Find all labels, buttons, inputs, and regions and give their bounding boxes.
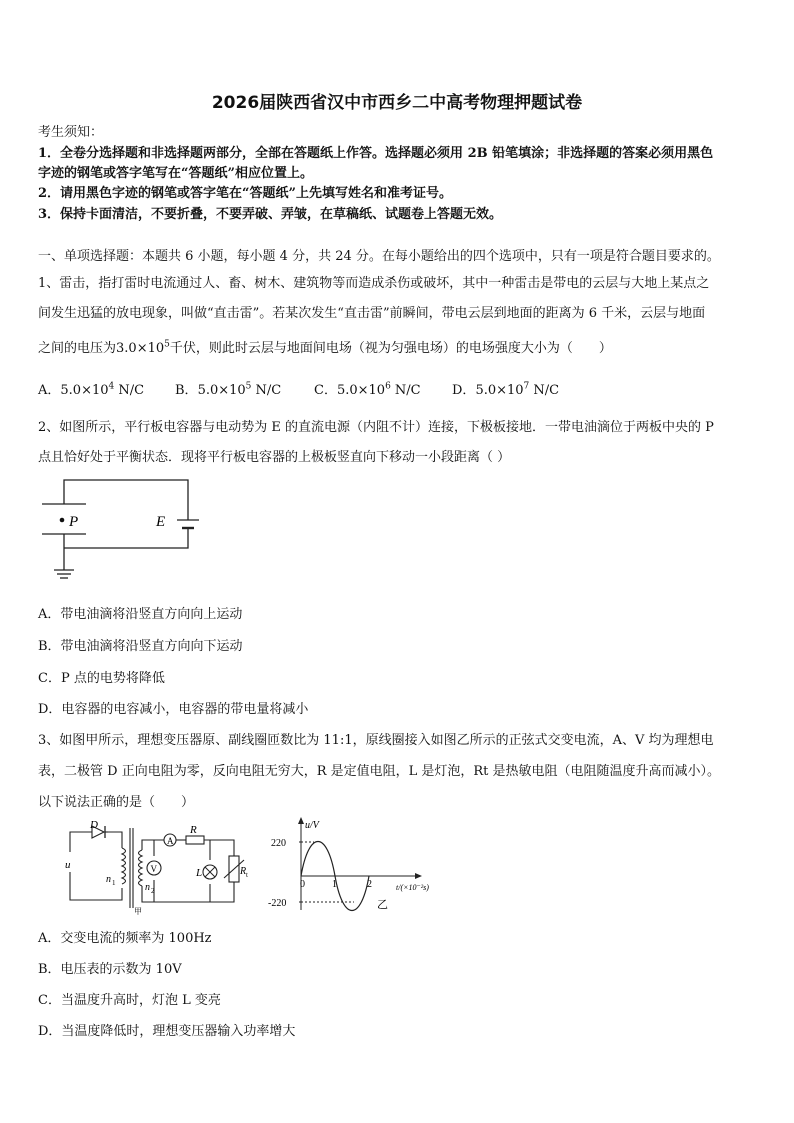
primary-wire-top-left xyxy=(70,832,92,852)
page-title: 2026届陕西省汉中市西乡二中高考物理押题试卷 xyxy=(211,93,583,113)
x-tick-label-2: 2 xyxy=(367,879,372,890)
notice-heading: 考生须知： xyxy=(38,125,104,140)
q1-line3-post: 千伏，则此时云层与地面间电场（视为匀强电场）的电场强度大小为（ ） xyxy=(169,341,612,356)
q1-stem-line-3 xyxy=(38,337,612,356)
x-axis-arrow xyxy=(415,873,422,879)
secondary-wire-top-3 xyxy=(204,840,234,856)
circuit-wire-bottom xyxy=(64,528,188,548)
emf-e-label: E xyxy=(156,514,166,530)
y-tick-label-minus-220: -220 xyxy=(268,898,287,909)
q1-option-a[interactable] xyxy=(38,379,144,398)
option-unit: N/C xyxy=(529,383,560,398)
q3-option-a[interactable]: A．交变电流的频率为 100Hz xyxy=(38,931,212,946)
option-coef: 5.0×10 xyxy=(60,383,109,398)
secondary-wire-bottom xyxy=(142,882,234,902)
oil-drop-dot xyxy=(60,518,65,523)
option-label: B． xyxy=(175,383,198,398)
x-tick-label-1: 1 xyxy=(332,879,337,890)
q2-option-a[interactable]: A．带电油滴将沿竖直方向向上运动 xyxy=(38,607,243,622)
primary-wire-top-right xyxy=(108,832,122,848)
y-axis-arrow xyxy=(298,817,304,824)
q3-option-b[interactable]: B．电压表的示数为 10V xyxy=(38,962,182,977)
q2-stem-line-2: 点且恰好处于平衡状态．现将平行板电容器的上极板竖直向下移动一小段距离（ ） xyxy=(38,450,511,465)
notice-item-3: 3．保持卡面清洁，不要折叠，不要弄破、弄皱，在草稿纸、试题卷上答题无效。 xyxy=(38,207,503,222)
option-exp: 6 xyxy=(385,381,391,392)
circuit-wire-top xyxy=(64,480,188,520)
q1-option-b[interactable] xyxy=(175,379,281,398)
source-u-label: u xyxy=(65,859,71,871)
transformer-circuit-figure xyxy=(60,820,250,916)
option-label: A． xyxy=(38,383,61,398)
option-exp: 5 xyxy=(245,381,252,392)
resistor-r-label: R xyxy=(190,824,197,836)
ammeter-label: A xyxy=(167,836,174,846)
q1-line3-pre: 之间的电压为 xyxy=(38,341,117,356)
n1-label: n xyxy=(106,874,111,885)
option-coef: 5.0×10 xyxy=(336,383,386,398)
option-exp: 4 xyxy=(108,381,115,392)
q1-option-d[interactable] xyxy=(452,379,559,398)
capacitor-circuit-figure xyxy=(36,474,206,586)
q3-stem-line-2: 表，二极管 D 正向电阻为零，反向电阻无穷大，R 是定值电阻，L 是灯泡，Rt 是热敏电阻（电阻随温度升高而减小）。 xyxy=(38,764,721,779)
q2-stem-line-1: 2、如图所示，平行板电容器与电动势为 E 的直流电源（内阻不计）连接，下极板接地．一带电油滴位于两板中央的 P xyxy=(38,420,714,435)
q2-option-c[interactable]: C．P 点的电势将降低 xyxy=(38,671,165,686)
q1-stem-line-2: 间发生迅猛的放电现象，叫做“直击雷”。若某次发生“直击雷”前瞬间，带电云层到地面的距离为 6 千米，云层与地面 xyxy=(38,306,706,321)
notice-item-1-cont: 字迹的钢笔或答字笔写在“答题纸”相应位置上。 xyxy=(38,166,313,181)
option-unit: N/C xyxy=(114,383,145,398)
q3-option-d[interactable]: D．当温度降低时，理想变压器输入功率增大 xyxy=(38,1024,296,1039)
notice-item-2: 2．请用黑色字迹的钢笔或答字笔在“答题纸”上先填写姓名和准考证号。 xyxy=(38,186,453,201)
option-exp: 7 xyxy=(523,381,530,392)
n1-subscript: 1 xyxy=(112,879,116,887)
x-axis-label: t/(×10⁻²s) xyxy=(396,883,429,892)
q1-stem-line-1: 1、雷击，指打雷时电流通过人、畜、树木、建筑物等而造成杀伤或破坏，其中一种雷击是带电的云层与大地上某点之 xyxy=(38,276,710,291)
voltmeter-label: V xyxy=(150,864,157,874)
primary-coil xyxy=(122,848,126,884)
x-tick-label-0: 0 xyxy=(300,879,305,890)
q1-option-c[interactable] xyxy=(314,379,421,398)
point-p-label: P xyxy=(69,514,79,530)
q2-option-d[interactable]: D．电容器的电容减小，电容器的带电量将减小 xyxy=(38,702,309,717)
n2-subscript: 2 xyxy=(151,887,155,895)
section-heading: 一、单项选择题：本题共 6 小题，每小题 4 分，共 24 分。在每小题给出的四个选项中，只有一项是符合题目要求的。 xyxy=(38,249,720,264)
figure-caption-yi: 乙 xyxy=(377,899,388,911)
y-tick-label-220: 220 xyxy=(271,838,286,849)
diode-label: D xyxy=(90,820,98,831)
y-axis-label: u/V xyxy=(305,820,319,831)
q2-option-b[interactable]: B．带电油滴将沿竖直方向向下运动 xyxy=(38,639,243,654)
q1-voltage-exp: 5 xyxy=(164,339,170,350)
q1-voltage-coef: 3.0×10 xyxy=(116,341,165,356)
secondary-coil xyxy=(139,850,143,886)
resistor-r xyxy=(186,836,204,844)
secondary-wire-top-1 xyxy=(142,840,164,850)
notice-item-1: 1．全卷分选择题和非选择题两部分，全部在答题纸上作答。选择题必须用 2B 铅笔填涂；非选择题的答案必须用黑色 xyxy=(38,146,714,161)
option-unit: N/C xyxy=(251,383,282,398)
option-label: C． xyxy=(314,383,337,398)
thermistor-subscript: t xyxy=(246,871,248,879)
q3-stem-line-1: 3、如图甲所示，理想变压器原、副线圈匝数比为 11:1，原线圈接入如图乙所示的正弦式交变电流，A、V 均为理想电 xyxy=(38,733,714,748)
option-coef: 5.0×10 xyxy=(197,383,246,398)
n2-label: n xyxy=(145,882,150,893)
option-unit: N/C xyxy=(390,383,421,398)
q3-stem-line-3: 以下说法正确的是（ ） xyxy=(38,795,195,810)
option-coef: 5.0×10 xyxy=(475,383,524,398)
lamp-l-label: L xyxy=(196,867,203,879)
thermistor-label: R xyxy=(240,866,247,877)
figure-caption-jia: 甲 xyxy=(134,907,142,916)
q3-option-c[interactable]: C．当温度升高时，灯泡 L 变亮 xyxy=(38,993,221,1008)
voltage-graph-figure xyxy=(266,814,452,914)
option-label: D． xyxy=(452,383,476,398)
